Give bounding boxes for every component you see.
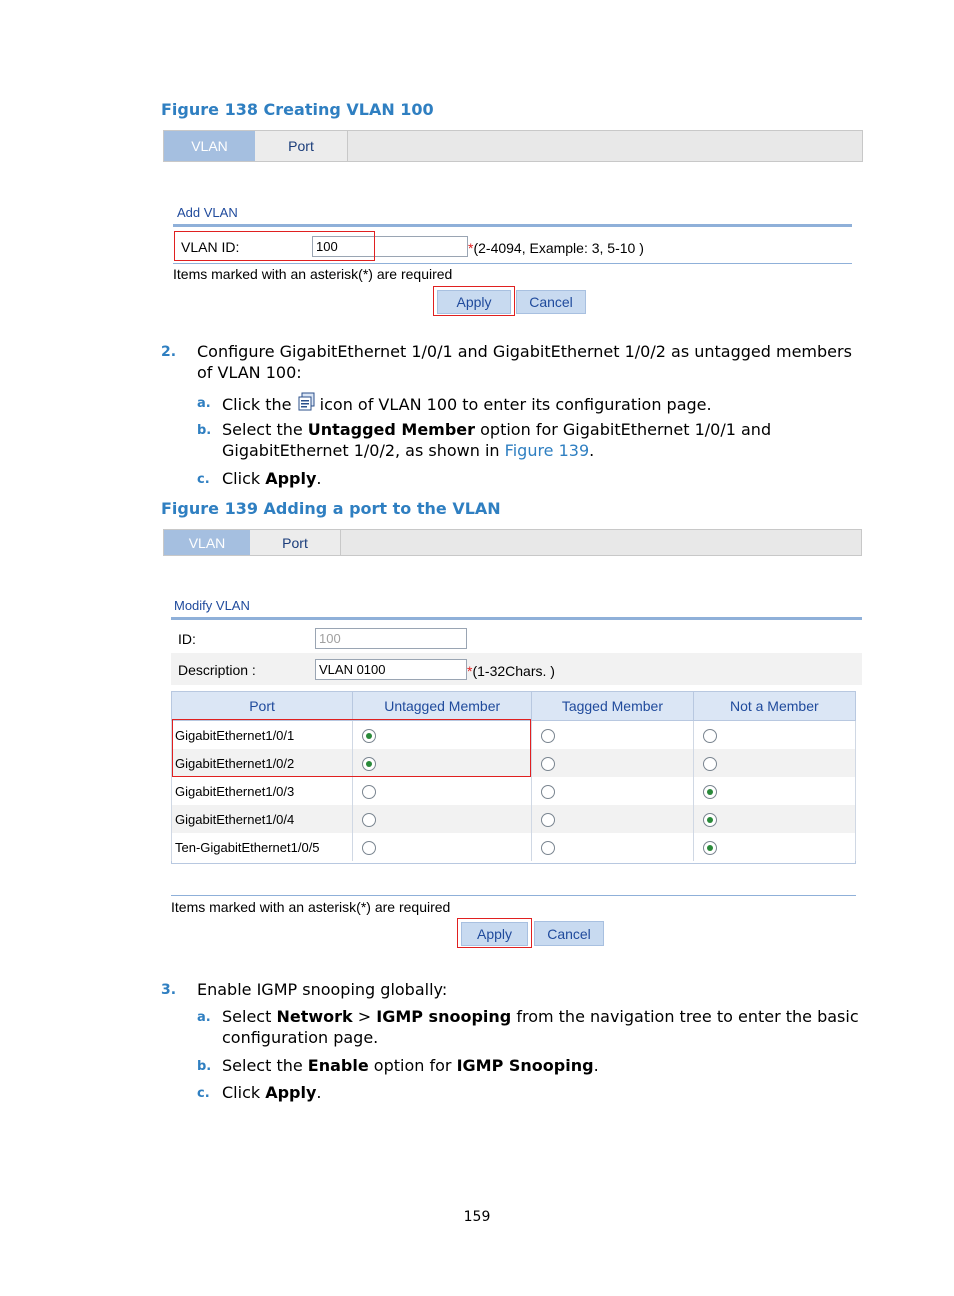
step-2c-text [222, 468, 322, 489]
figure-139-caption: Figure 139 Adding a port to the VLAN [161, 499, 501, 518]
required-note: Items marked with an asterisk(*) are required [173, 266, 453, 282]
membership-cell [693, 805, 855, 833]
vlan-id-range-hint: (2-4094, Example: 3, 5-10 ) [473, 240, 644, 256]
step-3b-t3: . [593, 1056, 599, 1075]
description-label: Description : [178, 662, 256, 678]
required-asterisk: * [468, 240, 474, 256]
step-3c-bold: Apply [265, 1083, 317, 1102]
membership-cell [532, 777, 693, 805]
id-input: 100 [315, 628, 467, 649]
step-3b-letter: b. [197, 1059, 212, 1074]
step-2a-text [222, 392, 712, 415]
step-2c-t2: . [316, 469, 322, 488]
form-bottom-rule [171, 895, 856, 896]
step-3a-t2: > [357, 1007, 372, 1026]
tagged-radio[interactable] [541, 785, 555, 799]
fig138-tab-bar [163, 130, 863, 162]
apply-button[interactable]: Apply [437, 290, 511, 314]
id-label: ID: [178, 631, 196, 647]
required-note: Items marked with an asterisk(*) are required [171, 899, 451, 915]
step-3-text: Enable IGMP snooping globally: [197, 980, 448, 999]
untagged-selection-highlight [172, 719, 531, 777]
membership-cell [532, 833, 693, 861]
step-3c-t1: Click [222, 1083, 261, 1102]
description-hint [467, 663, 555, 679]
not-member-radio[interactable] [703, 729, 717, 743]
step-3a-b2: IGMP snooping [376, 1007, 512, 1026]
step-3c-letter: c. [197, 1086, 210, 1101]
port-name: Ten-GigabitEthernet1/0/5 [172, 833, 353, 861]
cancel-button[interactable]: Cancel [516, 290, 586, 314]
description-input[interactable]: VLAN 0100 [315, 659, 467, 680]
port-name: GigabitEthernet1/0/1 [172, 721, 353, 750]
apply-button[interactable]: Apply [461, 922, 528, 946]
vlan-id-highlight [174, 231, 375, 261]
vlan-id-label: VLAN ID: [181, 239, 240, 255]
step-3b-b2: IGMP Snooping [456, 1056, 594, 1075]
step-2-text: Configure GigabitEthernet 1/0/1 and GigabitEthernet 1/0/2 as untagged members of VLAN 100: [197, 342, 852, 382]
step-2b-t1: Select the [222, 420, 303, 439]
not-member-radio[interactable] [703, 813, 717, 827]
page-number: 159 [463, 1209, 491, 1225]
vlan-id-hint [468, 240, 644, 256]
table-row [172, 805, 856, 833]
step-2b-t2: option for GigabitEthernet 1/0/1 and GigabitEthernet 1/0/2, as shown in [222, 420, 772, 460]
membership-cell [693, 721, 855, 750]
col-untagged: Untagged Member [353, 692, 532, 721]
tab-port[interactable]: Port [250, 530, 341, 555]
step-3a-letter: a. [197, 1010, 211, 1025]
step-3-number: 3. [161, 982, 177, 998]
step-2c-bold: Apply [265, 469, 317, 488]
step-2b-letter: b. [197, 423, 212, 438]
tagged-radio[interactable] [541, 841, 555, 855]
section-divider [171, 617, 862, 620]
step-3b-text [222, 1055, 599, 1076]
table-row [172, 833, 856, 861]
fig139-tab-bar [163, 529, 862, 556]
step-3a-b1: Network [276, 1007, 353, 1026]
untagged-radio[interactable] [362, 841, 376, 855]
col-port: Port [172, 692, 353, 721]
col-tagged: Tagged Member [532, 692, 693, 721]
step-2c-letter: c. [197, 472, 210, 487]
tagged-radio[interactable] [541, 729, 555, 743]
step-3c-text [222, 1082, 322, 1103]
step-2a-letter: a. [197, 396, 211, 411]
step-2a-post: icon of VLAN 100 to enter its configuration page. [319, 395, 712, 414]
step-3b-b1: Enable [307, 1056, 369, 1075]
untagged-radio[interactable] [362, 813, 376, 827]
figure-139-link[interactable]: Figure 139 [504, 441, 590, 460]
membership-cell [353, 777, 532, 805]
not-member-radio[interactable] [703, 757, 717, 771]
tab-vlan[interactable]: VLAN [164, 131, 255, 161]
step-2b-bold: Untagged Member [307, 420, 476, 439]
step-3c-t2: . [316, 1083, 322, 1102]
membership-cell [693, 749, 855, 777]
tab-port[interactable]: Port [255, 131, 348, 161]
membership-cell [532, 721, 693, 750]
membership-cell [532, 749, 693, 777]
tagged-radio[interactable] [541, 813, 555, 827]
col-not-member: Not a Member [693, 692, 855, 721]
apply-highlight [457, 918, 532, 948]
table-row [172, 777, 856, 805]
apply-highlight [433, 286, 515, 316]
vlan-config-icon [297, 392, 315, 408]
untagged-radio[interactable] [362, 785, 376, 799]
step-2a-pre: Click the [222, 395, 292, 414]
vlan-id-input[interactable]: 100 [312, 236, 468, 257]
tab-vlan[interactable]: VLAN [164, 530, 250, 555]
port-name: GigabitEthernet1/0/2 [172, 749, 353, 777]
description-length-hint: (1-32Chars. ) [472, 663, 555, 679]
not-member-radio[interactable] [703, 785, 717, 799]
step-3b-t1: Select the [222, 1056, 303, 1075]
step-2b-t3: . [589, 441, 595, 460]
cancel-button[interactable]: Cancel [534, 921, 604, 946]
membership-cell [353, 833, 532, 861]
required-asterisk: * [467, 663, 473, 679]
membership-cell [693, 777, 855, 805]
step-2-number: 2. [161, 344, 177, 360]
step-3b-t2: option for [373, 1056, 452, 1075]
section-divider [173, 224, 852, 227]
step-3a-t3: from the navigation tree to enter the basic configuration page. [222, 1007, 859, 1047]
step-3a-t1: Select [222, 1007, 272, 1026]
step-2b-text [222, 419, 867, 461]
membership-cell [532, 805, 693, 833]
port-name: GigabitEthernet1/0/4 [172, 805, 353, 833]
port-name: GigabitEthernet1/0/3 [172, 777, 353, 805]
form-bottom-rule [173, 263, 852, 264]
step-3a-text [222, 1006, 867, 1048]
tagged-radio[interactable] [541, 757, 555, 771]
membership-cell [353, 805, 532, 833]
modify-vlan-title: Modify VLAN [174, 598, 250, 613]
add-vlan-title: Add VLAN [177, 205, 238, 220]
step-2c-t1: Click [222, 469, 261, 488]
figure-138-caption: Figure 138 Creating VLAN 100 [161, 100, 434, 119]
membership-cell [693, 833, 855, 861]
not-member-radio[interactable] [703, 841, 717, 855]
